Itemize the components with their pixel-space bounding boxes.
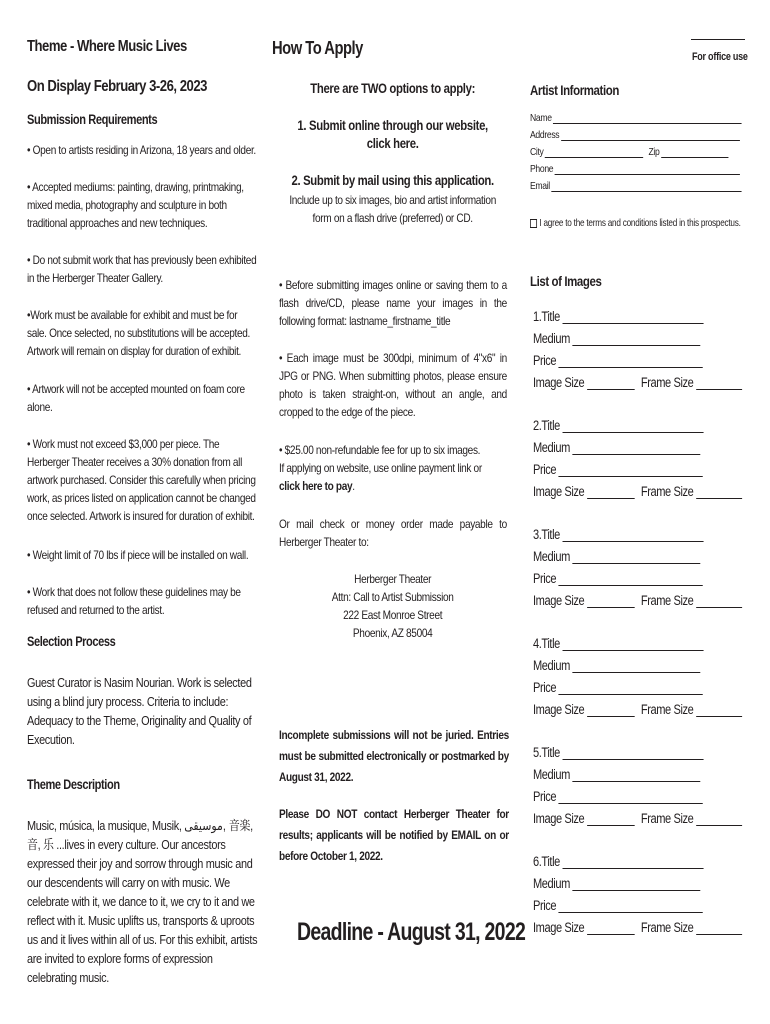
deadline: Deadline - August 31, 2022 <box>297 918 526 946</box>
pay-link[interactable]: click here to pay <box>279 479 353 493</box>
image-6-price-field[interactable]: Price <box>533 898 703 913</box>
requirement-6: • Work must not exceed $3,000 per piece. The Herberger Theater receives a 30% donation from all artwork purchased. Consider this carefully when pricing work, as prices listed on application cannot be changed once selected. Artwork is insured for duration of exhibit. <box>27 437 256 523</box>
images-heading: List of Images <box>530 273 602 289</box>
office-use-label: For office use <box>692 51 748 63</box>
image-5-medium-field[interactable]: Medium <box>533 767 700 782</box>
city-zip-field[interactable]: City Zip <box>530 146 728 158</box>
image-6-medium-field[interactable]: Medium <box>533 876 700 891</box>
instruction-image-specs: • Each image must be 300dpi, minimum of 4"x6" in JPG or PNG. When submitting photos, please ensure photo is taken straight-on, without an angle, and cropped to the edge of the piece. <box>279 351 507 419</box>
address-line-4: Phoenix, AZ 85004 <box>353 626 433 640</box>
requirement-4: •Work must be available for exhibit and must be for sale. Once selected, no substitutions will be accepted. Artwork will remain on display for duration of exhibit. <box>27 308 251 358</box>
office-use-line <box>691 39 745 40</box>
requirement-5: • Artwork will not be accepted mounted on foam core alone. <box>27 382 245 414</box>
mailing-address <box>279 570 507 642</box>
image-3-size-field[interactable]: Image Size Frame Size <box>533 593 742 608</box>
image-2-medium-field[interactable]: Medium <box>533 440 700 455</box>
address-field[interactable]: Address <box>530 129 740 141</box>
display-dates: On Display February 3-26, 2023 <box>27 78 207 95</box>
image-1-title-field[interactable]: 1.Title <box>533 309 703 324</box>
requirement-7: • Weight limit of 70 lbs if piece will be installed on wall. <box>27 548 249 562</box>
requirement-3: • Do not submit work that has previously been exhibited in the Herberger Theater Gallery. <box>27 253 257 285</box>
image-1-size-field[interactable]: Image Size Frame Size <box>533 375 742 390</box>
image-1-medium-field[interactable]: Medium <box>533 331 700 346</box>
image-5-title-field[interactable]: 5.Title <box>533 745 703 760</box>
address-line-3: 222 East Monroe Street <box>343 608 443 622</box>
image-4-title-field[interactable]: 4.Title <box>533 636 703 651</box>
option-1[interactable]: 1. Submit online through our website, click here. <box>297 118 489 151</box>
requirement-8: • Work that does not follow these guidelines may be refused and returned to the artist. <box>27 585 241 617</box>
address-line-1: Herberger Theater <box>354 572 432 586</box>
instruction-naming: • Before submitting images online or saving them to a flash drive/CD, please name your images in the following format: lastname_firstname_title <box>279 278 507 328</box>
image-6-title-field[interactable]: 6.Title <box>533 854 703 869</box>
image-2-size-field[interactable]: Image Size Frame Size <box>533 484 742 499</box>
image-4-size-field[interactable]: Image Size Frame Size <box>533 702 742 717</box>
selection-heading: Selection Process <box>27 634 116 649</box>
requirement-2: • Accepted mediums: painting, drawing, printmaking, mixed media, photography and sculpture in both traditional approaches and new techniques. <box>27 180 244 230</box>
option-2-detail: Include up to six images, bio and artist information form on a flash drive (preferred) or CD. <box>289 193 497 225</box>
image-1-price-field[interactable]: Price <box>533 353 703 368</box>
image-6-size-field[interactable]: Image Size Frame Size <box>533 920 742 935</box>
email-field[interactable]: Email <box>530 180 742 192</box>
mail-instructions: Or mail check or money order made payable to Herberger Theater to: <box>279 517 507 549</box>
contact-notice: Please DO NOT contact Herberger Theater for results; applicants will be notified by EMAIL on or before October 1, 2022. <box>279 807 509 863</box>
image-5-size-field[interactable]: Image Size Frame Size <box>533 811 742 826</box>
agree-terms[interactable]: I agree to the terms and conditions listed in this prospectus. <box>530 217 741 229</box>
phone-field[interactable]: Phone <box>530 163 740 175</box>
theme-title: Theme - Where Music Lives <box>27 38 187 55</box>
image-4-price-field[interactable]: Price <box>533 680 703 695</box>
requirement-1: • Open to artists residing in Arizona, 18 years and older. <box>27 143 256 157</box>
image-3-title-field[interactable]: 3.Title <box>533 527 703 542</box>
image-4-medium-field[interactable]: Medium <box>533 658 700 673</box>
artist-info-heading: Artist Information <box>530 82 619 98</box>
address-line-2: Attn: Call to Artist Submission <box>332 590 454 604</box>
requirements-heading: Submission Requirements <box>27 112 158 127</box>
image-5-price-field[interactable]: Price <box>533 789 703 804</box>
image-2-price-field[interactable]: Price <box>533 462 703 477</box>
two-options: There are TWO options to apply: <box>310 81 476 96</box>
how-to-apply-heading: How To Apply <box>272 38 363 58</box>
name-field[interactable]: Name <box>530 112 742 124</box>
theme-description-heading: Theme Description <box>27 777 120 792</box>
image-2-title-field[interactable]: 2.Title <box>533 418 703 433</box>
option-2: 2. Submit by mail using this application. <box>291 173 495 188</box>
image-3-medium-field[interactable]: Medium <box>533 549 700 564</box>
image-3-price-field[interactable]: Price <box>533 571 703 586</box>
fee-info: • $25.00 non-refundable fee for up to six images. If applying on website, use online payment link or click here to pay. <box>279 443 482 493</box>
selection-text: Guest Curator is Nasim Nourian. Work is selected using a blind jury process. Criteria to include: Adequacy to the Theme, Originality and Quality of Execution. <box>27 675 252 747</box>
agree-checkbox[interactable] <box>530 219 537 228</box>
theme-description-text: Music, música, la musique, Musik, موسيقى, 音楽, 音, 乐 ...lives in every culture. Our ancestors expressed their joy and sorrow through music and our descendents will carry on with music. We celebrate with it, we dance to it, we cry to it and we reflect with it. Music uplifts us, transports & uproots us and it lives within all of us. For this exhibit, artists are invited to explore forms of expression celebrating music. <box>27 818 258 985</box>
incomplete-notice: Incomplete submissions will not be juried. Entries must be submitted electronically or postmarked by August 31, 2022. <box>279 728 509 784</box>
